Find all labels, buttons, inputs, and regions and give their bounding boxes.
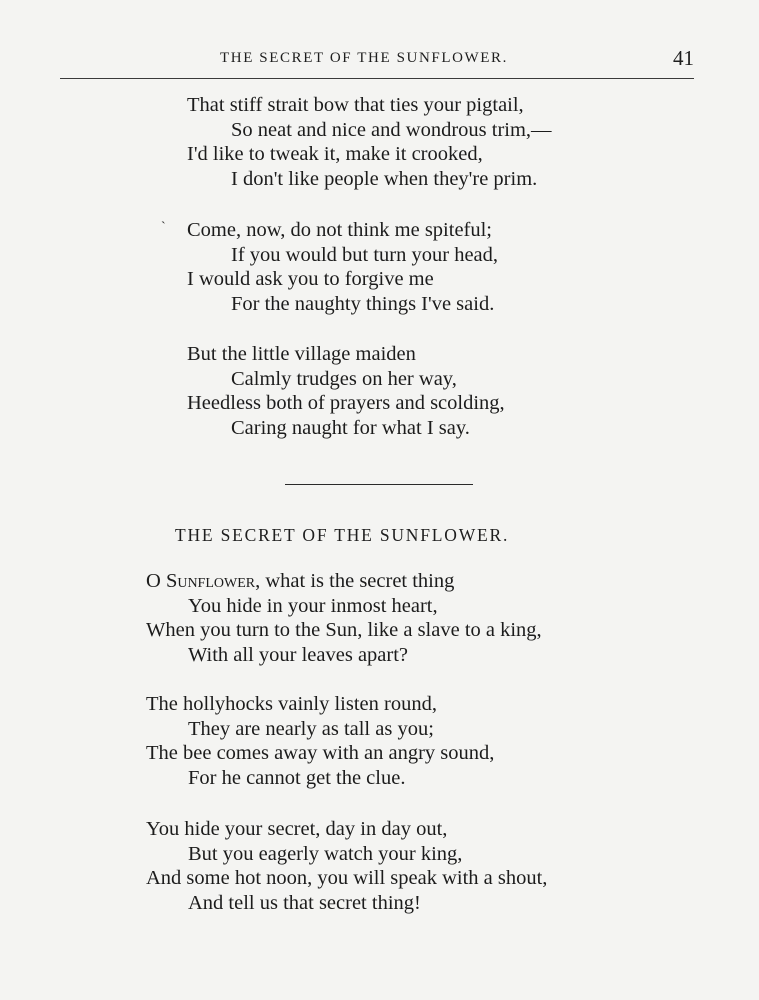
poem1-stanza-3 (187, 342, 505, 441)
verse-line: I don't like people when they're prim. (231, 168, 538, 191)
verse-line: With all your leaves apart? (188, 644, 409, 667)
verse-line: Come, now, do not think me spiteful; (187, 219, 493, 241)
verse-line: I'd like to tweak it, make it crooked, (187, 143, 483, 166)
verse-line: They are nearly as tall as you; (188, 717, 434, 740)
poem1-stanza-1 (187, 93, 552, 192)
verse-line: When you turn to the Sun, like a slave to a king, (146, 619, 542, 642)
running-title: THE SECRET OF THE SUNFLOWER. (220, 50, 509, 66)
header-rule (60, 78, 694, 79)
verse-line: Caring naught for what I say. (231, 417, 470, 440)
poem2-stanza-2 (146, 692, 494, 791)
verse-line: But the little village maiden (187, 343, 416, 365)
verse-line: The hollyhocks vainly listen round, (146, 693, 437, 715)
poem1-stanza-2 (187, 218, 498, 317)
poem2-stanza-1 (146, 569, 542, 668)
verse-line: You hide in your inmost heart, (188, 594, 438, 617)
first-word-prefix: O (146, 570, 166, 592)
verse-line: I would ask you to forgive me (187, 268, 434, 291)
verse-line: Calmly trudges on her way, (231, 367, 457, 390)
verse-line: And tell us that secret thing! (188, 892, 421, 915)
verse-line: For he cannot get the clue. (188, 767, 406, 790)
verse-line-first (146, 569, 542, 594)
poem2-stanza-3 (146, 817, 547, 916)
first-word-smallcaps: Sunflower (165, 570, 256, 592)
verse-line: That stiff strait bow that ties your pigtail, (187, 94, 524, 116)
verse-line: Heedless both of prayers and scolding, (187, 392, 505, 415)
print-speck: ˋ (161, 220, 166, 235)
verse-line: But you eagerly watch your king, (188, 842, 463, 865)
verse-line: If you would but turn your head, (231, 243, 499, 266)
verse-line: For the naughty things I've said. (231, 293, 495, 316)
verse-line: So neat and nice and wondrous trim,— (231, 118, 552, 141)
section-divider (285, 484, 473, 485)
verse-line: The bee comes away with an angry sound, (146, 742, 495, 765)
running-head (0, 46, 759, 74)
poem-title: THE SECRET OF THE SUNFLOWER. (175, 525, 510, 545)
page-number: 41 (673, 46, 694, 70)
first-line-rest: , what is the secret thing (255, 570, 455, 592)
verse-line: You hide your secret, day in day out, (146, 818, 448, 840)
verse-line: And some hot noon, you will speak with a shout, (146, 867, 548, 890)
